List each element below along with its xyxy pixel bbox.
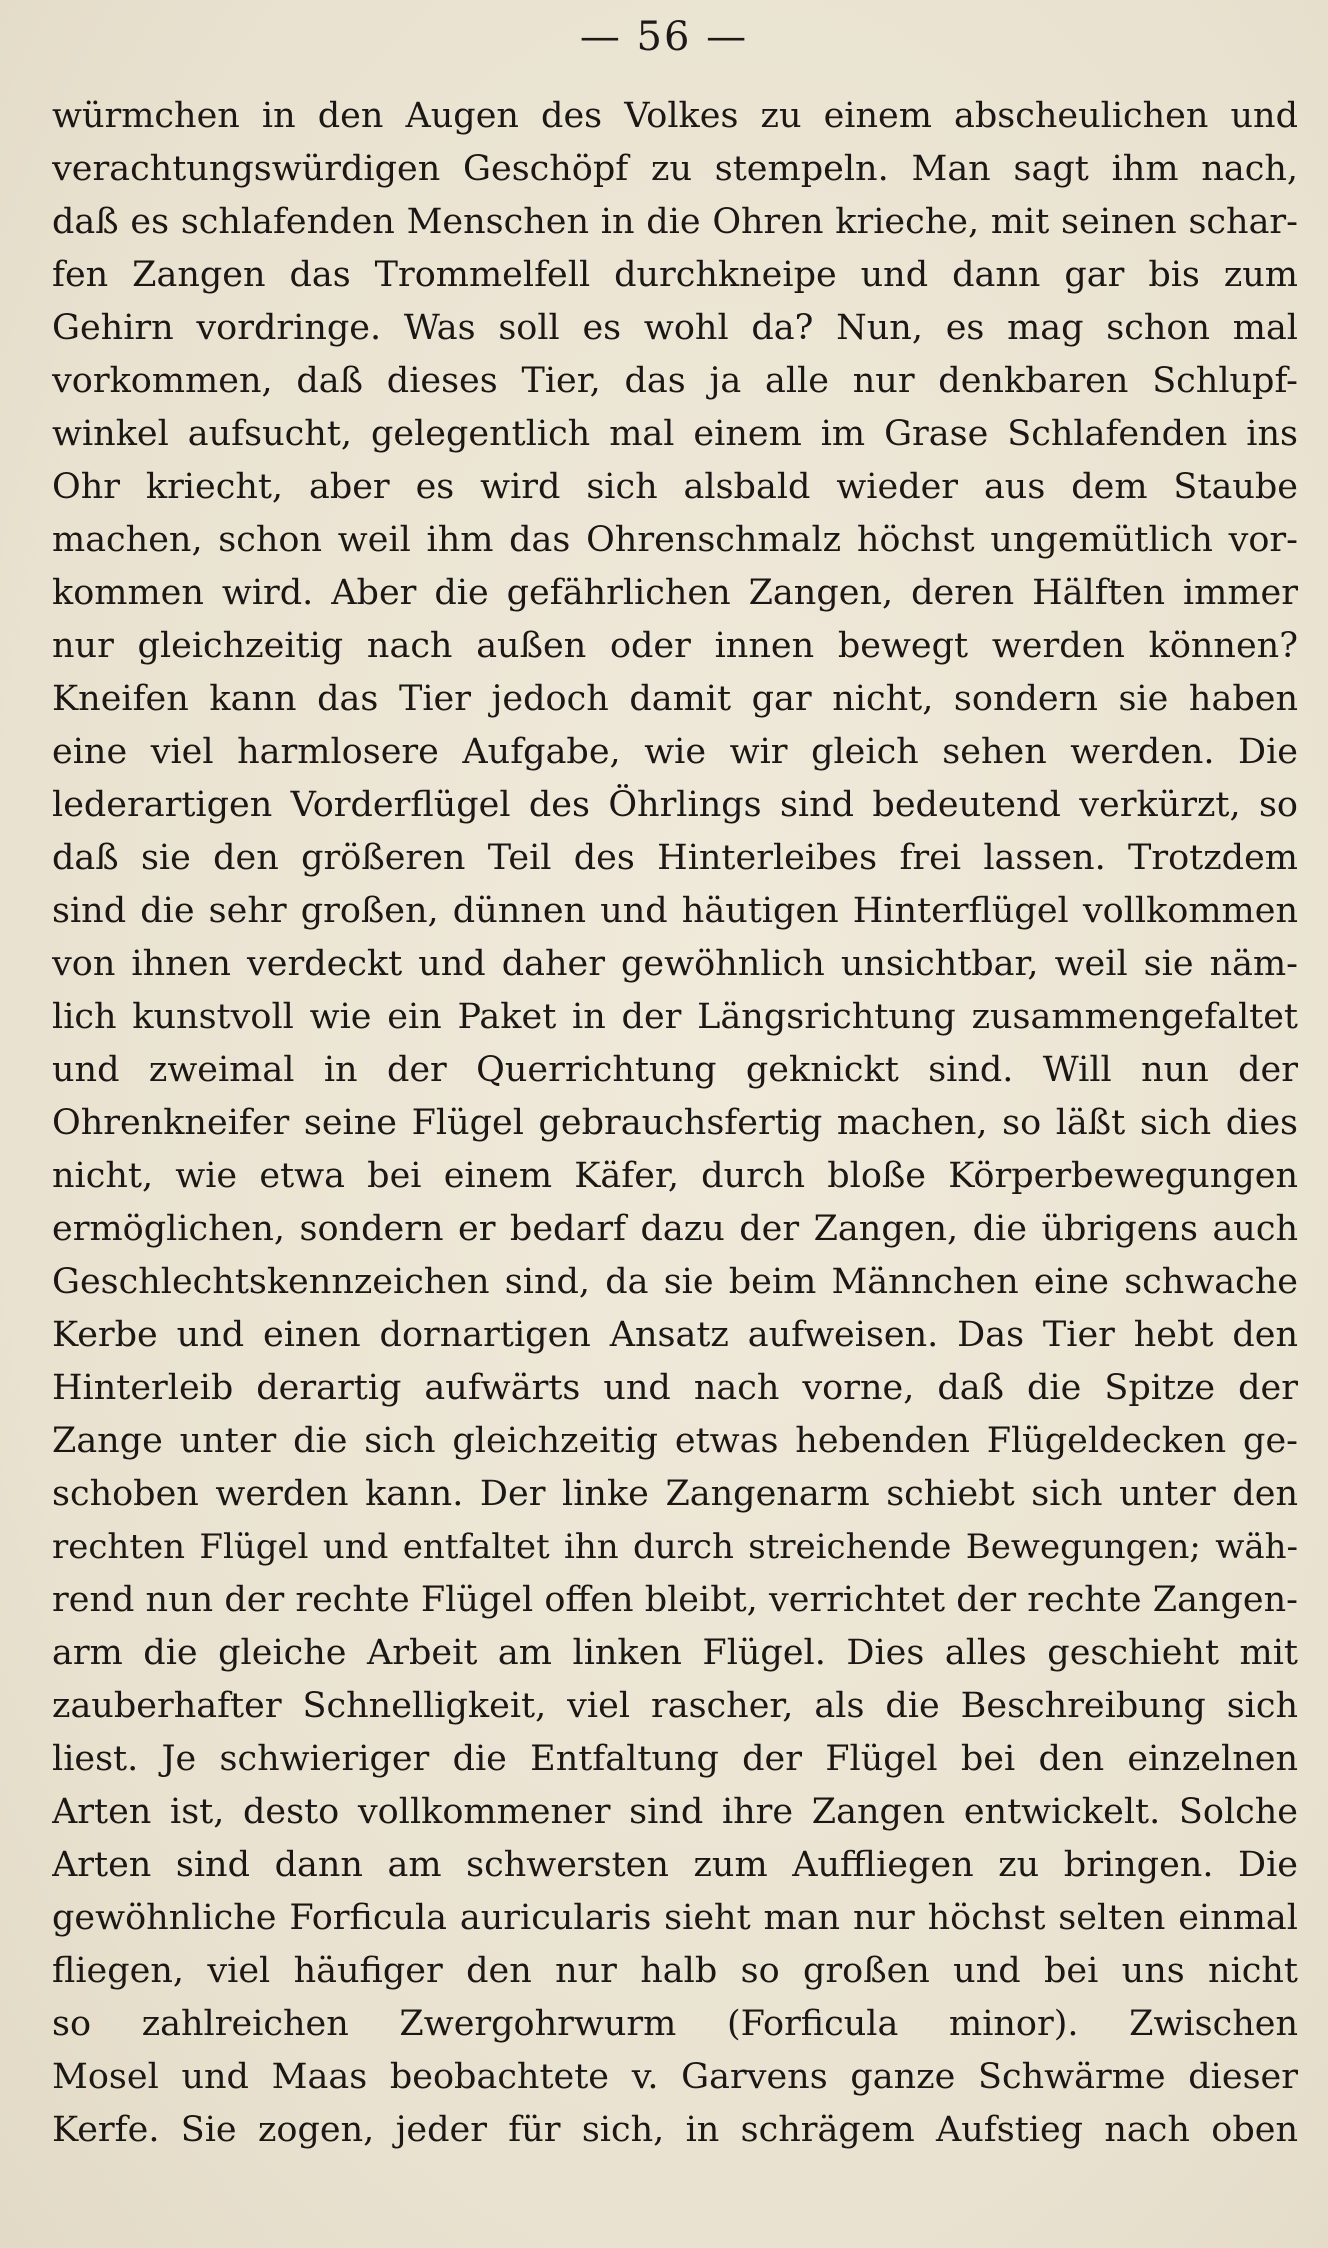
- text-line: rend nun der rechte Flügel offen bleibt, verrichtet der rechte Zangen-: [52, 1580, 1298, 1620]
- text-line: Ohrenkneifer seine Flügel gebrauchsfertig machen, so läßt sich dies: [52, 1103, 1298, 1143]
- text-line: Hinterleib derartig aufwärts und nach vorne, daß die Spitze der: [52, 1368, 1298, 1408]
- text-line: zauberhafter Schnelligkeit, viel rascher, als die Beschreibung sich: [52, 1686, 1298, 1726]
- text-line: vorkommen, daß dieses Tier, das ja alle nur denkbaren Schlupf-: [52, 361, 1298, 401]
- text-line: rechten Flügel und entfaltet ihn durch streichende Bewegungen; wäh-: [52, 1527, 1298, 1567]
- text-line: sind die sehr großen, dünnen und häutigen Hinterflügel vollkommen: [52, 891, 1298, 931]
- text-line: und zweimal in der Querrichtung geknickt sind. Will nun der: [52, 1050, 1298, 1090]
- text-line: kommen wird. Aber die gefährlichen Zangen, deren Hälften immer: [52, 573, 1298, 613]
- text-line: Gehirn vordringe. Was soll es wohl da? Nun, es mag schon mal: [52, 308, 1298, 348]
- text-line: fliegen, viel häufiger den nur halb so großen und bei uns nicht: [52, 1951, 1298, 1991]
- text-line: machen, schon weil ihm das Ohrenschmalz höchst ungemütlich vor-: [52, 520, 1298, 560]
- text-line: schoben werden kann. Der linke Zangenarm schiebt sich unter den: [52, 1474, 1298, 1514]
- text-line: nur gleichzeitig nach außen oder innen bewegt werden können?: [52, 626, 1298, 666]
- text-line: Kneifen kann das Tier jedoch damit gar nicht, sondern sie haben: [52, 679, 1298, 719]
- text-line: arm die gleiche Arbeit am linken Flügel. Dies alles geschieht mit: [52, 1633, 1298, 1673]
- text-line: fen Zangen das Trommelfell durchkneipe und dann gar bis zum: [52, 255, 1298, 295]
- text-line: liest. Je schwieriger die Entfaltung der Flügel bei den einzelnen: [52, 1739, 1298, 1779]
- text-line: von ihnen verdeckt und daher gewöhnlich unsichtbar, weil sie näm-: [52, 944, 1298, 984]
- text-line: würmchen in den Augen des Volkes zu einem abscheulichen und: [52, 96, 1298, 136]
- text-line: verachtungswürdigen Geschöpf zu stempeln. Man sagt ihm nach,: [52, 149, 1298, 189]
- text-line: lederartigen Vorderflügel des Öhrlings sind bedeutend verkürzt, so: [52, 785, 1298, 825]
- text-line: lich kunstvoll wie ein Paket in der Längsrichtung zusammengefaltet: [52, 997, 1298, 1037]
- body-text: [52, 90, 1298, 2157]
- page-number: — 56 —: [579, 14, 749, 60]
- text-line: nicht, wie etwa bei einem Käfer, durch bloße Körperbewegungen: [52, 1156, 1298, 1196]
- text-line: so zahlreichen Zwergohrwurm (Forficula minor). Zwischen: [52, 2004, 1298, 2044]
- text-line: eine viel harmlosere Aufgabe, wie wir gleich sehen werden. Die: [52, 732, 1298, 772]
- text-line: ermöglichen, sondern er bedarf dazu der Zangen, die übrigens auch: [52, 1209, 1298, 1249]
- text-line: daß es schlafenden Menschen in die Ohren krieche, mit seinen schar-: [52, 202, 1298, 242]
- text-line: gewöhnliche Forficula auricularis sieht man nur höchst selten einmal: [52, 1898, 1298, 1938]
- text-line: Geschlechtskennzeichen sind, da sie beim Männchen eine schwache: [52, 1262, 1298, 1302]
- text-line: winkel aufsucht, gelegentlich mal einem im Grase Schlafenden ins: [52, 414, 1298, 454]
- text-line: daß sie den größeren Teil des Hinterleibes frei lassen. Trotzdem: [52, 838, 1298, 878]
- text-line: Ohr kriecht, aber es wird sich alsbald wieder aus dem Staube: [52, 467, 1298, 507]
- text-line: Arten sind dann am schwersten zum Auffliegen zu bringen. Die: [52, 1845, 1298, 1885]
- text-line: Mosel und Maas beobachtete v. Garvens ganze Schwärme dieser: [52, 2057, 1298, 2097]
- text-line: Kerfe. Sie zogen, jeder für sich, in schrägem Aufstieg nach oben: [52, 2110, 1298, 2150]
- text-line: Kerbe und einen dornartigen Ansatz aufweisen. Das Tier hebt den: [52, 1315, 1298, 1355]
- text-line: Zange unter die sich gleichzeitig etwas hebenden Flügeldecken ge-: [52, 1421, 1298, 1461]
- text-line: Arten ist, desto vollkommener sind ihre Zangen entwickelt. Solche: [52, 1792, 1298, 1832]
